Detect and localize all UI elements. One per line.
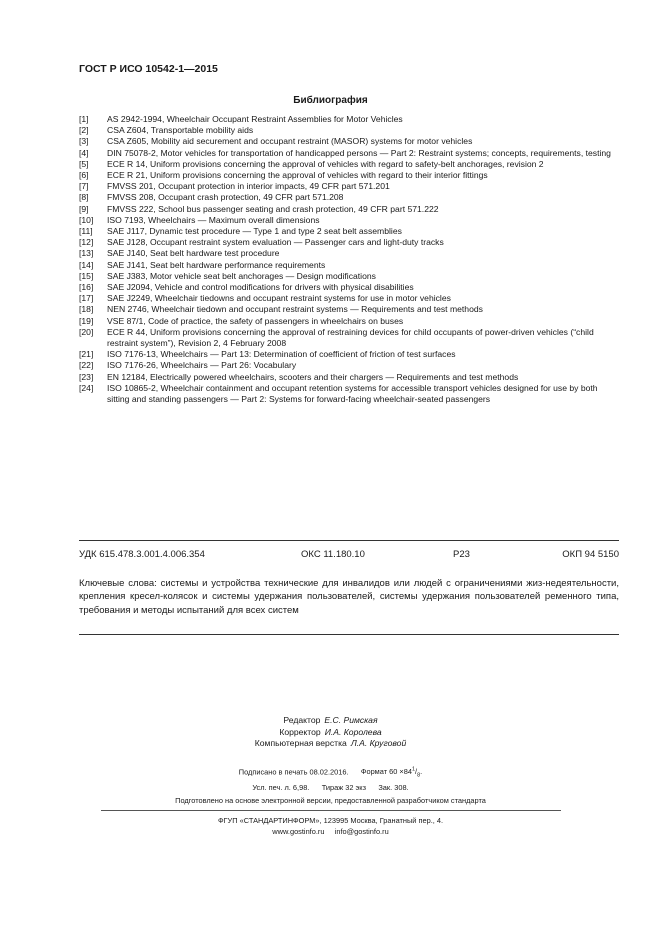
bibliography-item-number: [20] — [79, 326, 94, 337]
bibliography-item-text: SAE J2094, Vehicle and control modifications for drivers with physical disabilities — [107, 282, 414, 293]
bibliography-item — [79, 260, 619, 271]
credit-name: Л.А. Круговой — [350, 738, 407, 748]
bibliography-item-number: [8] — [79, 192, 89, 203]
circulation: Тираж 32 экз — [321, 782, 366, 792]
bibliography-item-text: ECE R 44, Uniform provisions concerning the approval of restraining devices for child occupants of power-driven vehicles (“child restraint system”), Revision 2, 4 February 2008 — [107, 326, 594, 349]
bibliography-item-number: [18] — [79, 304, 94, 315]
bibliography-item-number: [13] — [79, 248, 94, 259]
bibliography-item-text: SAE J2249, Wheelchair tiedowns and occupant restraint systems for use in motor vehicles — [107, 293, 451, 304]
bibliography-item — [79, 293, 619, 304]
bibliography-item — [79, 316, 619, 327]
okp-code: ОКП 94 5150 — [562, 549, 619, 560]
bibliography-item-text: ISO 10865-2, Wheelchair containment and occupant retention systems for accessible transport vehicles designed for use by both sitting and standing passengers — Part 2: Systems for forward-facing wheelchair-seated passengers — [107, 382, 598, 405]
bibliography-item-text: ISO 7193, Wheelchairs — Maximum overall dimensions — [107, 214, 320, 225]
bibliography-item — [79, 248, 619, 259]
bibliography-item-number: [4] — [79, 147, 89, 158]
bibliography-item-text: DIN 75078-2, Motor vehicles for transportation of handicapped persons — Part 2: Restraint systems; concepts, requirements, testing — [107, 147, 611, 158]
print-info-line1 — [0, 765, 661, 782]
bibliography-item — [79, 360, 619, 371]
bibliography-item-text: FMVSS 208, Occupant crash protection, 49 CFR part 571.208 — [107, 192, 344, 203]
bibliography-item-number: [22] — [79, 360, 94, 371]
credit-line — [0, 727, 661, 739]
bibliography-item — [79, 383, 619, 405]
bibliography-item — [79, 215, 619, 226]
prepared-note: Подготовлено на основе электронной версии, предоставленной разработчиком стандарта — [175, 796, 486, 805]
bibliography-item — [79, 136, 619, 147]
bibliography-item-number: [24] — [79, 382, 94, 393]
bibliography-item-text: ECE R 14, Uniform provisions concerning the approval of vehicles with regard to safety-belt anchorages, revision 2 — [107, 158, 544, 169]
credit-role: Редактор — [283, 715, 321, 725]
bibliography-item-number: [1] — [79, 114, 89, 124]
bibliography-item-number: [7] — [79, 181, 89, 192]
bibliography-item — [79, 204, 619, 215]
signed-date: Подписано в печать 08.02.2016. — [238, 767, 349, 777]
bibliography-item-number: [9] — [79, 203, 89, 214]
bibliography-item — [79, 114, 619, 125]
publisher-contacts — [0, 826, 661, 837]
bibliography-item-number: [3] — [79, 136, 89, 147]
bibliography-item-number: [21] — [79, 349, 94, 360]
publisher-email[interactable]: info@gostinfo.ru — [334, 827, 389, 836]
bibliography-item-text: SAE J141, Seat belt hardware performance requirements — [107, 259, 326, 270]
bibliography-item — [79, 304, 619, 315]
print-sheets: Усл. печ. л. 6,98. — [252, 782, 310, 792]
bibliography-item-text: ISO 7176-13, Wheelchairs — Part 13: Determination of coefficient of friction of test surfaces — [107, 349, 456, 360]
credits-block — [0, 715, 661, 750]
divider-publisher — [101, 810, 561, 811]
divider-bottom — [79, 634, 619, 635]
bibliography-item-number: [16] — [79, 282, 94, 293]
bibliography-item-text: SAE J128, Occupant restraint system evaluation — Passenger cars and light-duty tracks — [107, 237, 444, 248]
bibliography-item — [79, 237, 619, 248]
category-code: Р23 — [453, 549, 470, 560]
bibliography-item-number: [14] — [79, 259, 94, 270]
bibliography-item — [79, 372, 619, 383]
oks-code: ОКС 11.180.10 — [301, 549, 365, 560]
bibliography-title: Библиография — [293, 95, 368, 106]
bibliography-list — [79, 114, 619, 405]
bibliography-item — [79, 271, 619, 282]
bibliography-item — [79, 282, 619, 293]
divider-top — [79, 540, 619, 541]
publisher-website[interactable]: www.gostinfo.ru — [272, 827, 325, 836]
udk-code: УДК 615.478.3.001.4.006.354 — [79, 549, 205, 560]
order-number: Зак. 308. — [378, 782, 409, 792]
credit-name: И.А. Королева — [324, 726, 382, 737]
bibliography-item — [79, 159, 619, 170]
bibliography-item-number: [2] — [79, 125, 89, 136]
bibliography-item-number: [23] — [79, 371, 94, 382]
publisher-block — [0, 815, 661, 837]
bibliography-item-text: FMVSS 201, Occupant protection in interior impacts, 49 CFR part 571.201 — [107, 181, 390, 192]
bibliography-item-text: CSA Z604, Transportable mobility aids — [107, 125, 254, 136]
paper-format: Формат $60 \times 84^1/_8$. — [360, 767, 423, 779]
bibliography-item — [79, 181, 619, 192]
bibliography-item-number: [12] — [79, 237, 94, 248]
bibliography-item — [79, 148, 619, 159]
bibliography-item-number: [19] — [79, 315, 94, 326]
bibliography-item — [79, 170, 619, 181]
bibliography-item-number: [5] — [79, 158, 89, 169]
bibliography-item-text: EN 12184, Electrically powered wheelchairs, scooters and their chargers — Requirements and test methods — [107, 371, 519, 382]
bibliography-item-number: [10] — [79, 214, 94, 225]
bibliography-item-text: ECE R 21, Uniform provisions concerning the approval of vehicles with regard to their interior fittings — [107, 170, 488, 181]
bibliography-item-text: SAE J117, Dynamic test procedure — Type 1 and type 2 seat belt assemblies — [107, 226, 402, 237]
bibliography-item — [79, 327, 619, 349]
keywords: Ключевые слова: системы и устройства технические для инвалидов или людей с ограничениями жиз-недеятельности, крепления кресел-колясок и системы удержания пользователей, системы удержания пользователей ременного типа, требования и методы испытаний для всех систем — [79, 578, 619, 616]
bibliography-item-text: AS 2942-1994, Wheelchair Occupant Restraint Assemblies for Motor Vehicles — [107, 114, 403, 124]
bibliography-item-number: [15] — [79, 270, 94, 281]
print-info — [0, 765, 661, 793]
bibliography-item-number: [11] — [79, 226, 93, 237]
bibliography-item-text: VSE 87/1, Code of practice, the safety of passengers in wheelchairs on buses — [107, 315, 404, 326]
bibliography-item — [79, 125, 619, 136]
bibliography-item-text: SAE J140, Seat belt hardware test procedure — [107, 248, 280, 259]
bibliography-item — [79, 226, 619, 237]
bibliography-item — [79, 192, 619, 203]
credit-line — [0, 715, 661, 727]
bibliography-item-text: CSA Z605, Mobility aid securement and occupant restraint (MASOR) systems for motor vehicles — [107, 136, 473, 147]
credit-role: Компьютерная верстка — [254, 738, 347, 748]
bibliography-item-text: NEN 2746, Wheelchair tiedown and occupant restraint systems — Requirements and test methods — [107, 304, 483, 315]
credit-name: Е.С. Римская — [324, 715, 378, 725]
credit-line — [0, 738, 661, 750]
bibliography-item-number: [6] — [79, 170, 89, 181]
print-info-line2 — [0, 782, 661, 793]
bibliography-item — [79, 349, 619, 360]
bibliography-item-text: FMVSS 222, School bus passenger seating and crash protection, 49 CFR part 571.222 — [107, 203, 439, 214]
bibliography-item-number: [17] — [79, 293, 94, 304]
credit-role: Корректор — [279, 726, 321, 737]
bibliography-item-text: ISO 7176-26, Wheelchairs — Part 26: Vocabulary — [107, 360, 297, 371]
bibliography-item-text: SAE J383, Motor vehicle seat belt anchorages — Design modifications — [107, 270, 376, 281]
publisher-address: ФГУП «СТАНДАРТИНФОРМ», 123995 Москва, Гранатный пер., 4. — [217, 816, 444, 825]
document-code: ГОСТ Р ИСО 10542-1—2015 — [79, 63, 218, 75]
